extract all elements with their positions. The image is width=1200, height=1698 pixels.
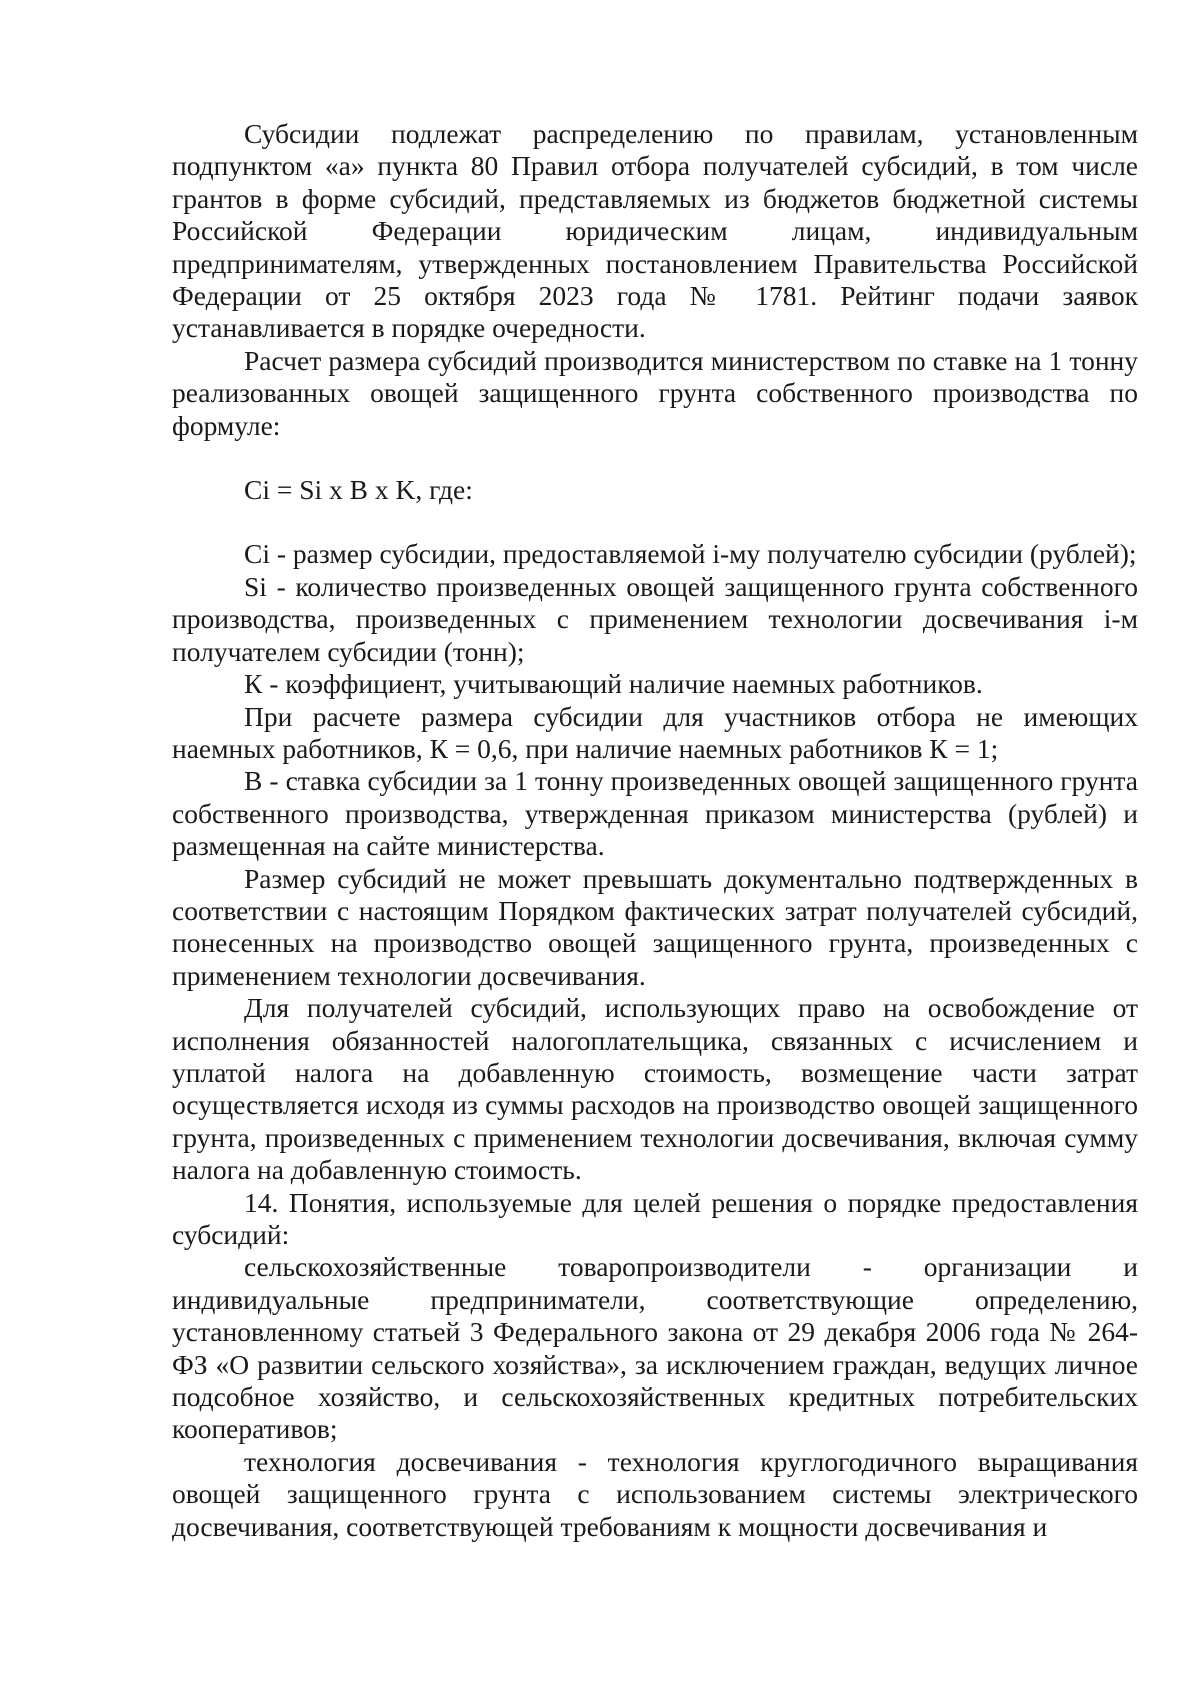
paragraph-b-definition: В - ставка субсидии за 1 тонну произведенных овощей защищенного грунта собственного производства, утвержденная приказом министерства (рублей) и размещенная на сайте министерства.	[172, 765, 1138, 862]
paragraph-calculation-method: Расчет размера субсидий производится министерством по ставке на 1 тонну реализованных овощей защищенного грунта собственного производства по формуле:	[172, 344, 1138, 441]
paragraph-section-14: 14. Понятия, используемые для целей решения о порядке предоставления субсидий:	[172, 1186, 1138, 1250]
paragraph-subsidy-distribution: Субсидии подлежат распределению по правилам, установленным подпунктом «а» пункта 80 Правил отбора получателей субсидий, в том числе грантов в форме субсидий, представляемых из бюджетов бюджетной системы Российской Федерации юридическим лицам, индивидуальным предпринимателям, утвержденных постановлением Правительства Российской Федерации от 25 октября 2023 года № 1781. Рейтинг подачи заявок устанавливается в порядке очередности.	[172, 118, 1138, 344]
paragraph-k-definition: К - коэффициент, учитывающий наличие наемных работников.	[244, 668, 983, 700]
paragraph-si-definition: Si - количество произведенных овощей защищенного грунта собственного производства, произведенных с применением технологии досвечивания i-м получателем субсидии (тонн);	[172, 570, 1138, 667]
document-body	[172, 118, 1138, 1543]
paragraph-agricultural-producers: сельскохозяйственные товаропроизводители - организации и индивидуальные предприниматели, соответствующие определению, установленному статьей 3 Федерального закона от 29 декабря 2006 года № 264-ФЗ «О развитии сельского хозяйства», за исключением граждан, ведущих личное подсобное хозяйство, и сельскохозяйственных кредитных потребительских кооперативов;	[172, 1251, 1138, 1445]
paragraph-lighting-technology: технология досвечивания - технология круглогодичного выращивания овощей защищенного грунта с использованием системы электрического досвечивания, соответствующей требованиям к мощности досвечивания и	[172, 1445, 1138, 1542]
paragraph-ci-definition: Ci - размер субсидии, предоставляемой i-му получателю субсидии (рублей);	[244, 538, 1137, 570]
paragraph-vat-exemption: Для получателей субсидий, использующих право на освобождение от исполнения обязанностей налогоплательщика, связанных с исчислением и уплатой налога на добавленную стоимость, возмещение части затрат осуществляется исходя из суммы расходов на производство овощей защищенного грунта, произведенных с применением технологии досвечивания, включая сумму налога на добавленную стоимость.	[172, 992, 1138, 1186]
paragraph-formula: Ci = Si x B x K, где:	[244, 474, 473, 506]
paragraph-subsidy-limit: Размер субсидий не может превышать документально подтвержденных в соответствии с настоящим Порядком фактических затрат получателей субсидий, понесенных на производство овощей защищенного грунта, произведенных с применением технологии досвечивания.	[172, 862, 1138, 991]
paragraph-k-values: При расчете размера субсидии для участников отбора не имеющих наемных работников, К = 0,6, при наличие наемных работников К = 1;	[172, 700, 1138, 764]
